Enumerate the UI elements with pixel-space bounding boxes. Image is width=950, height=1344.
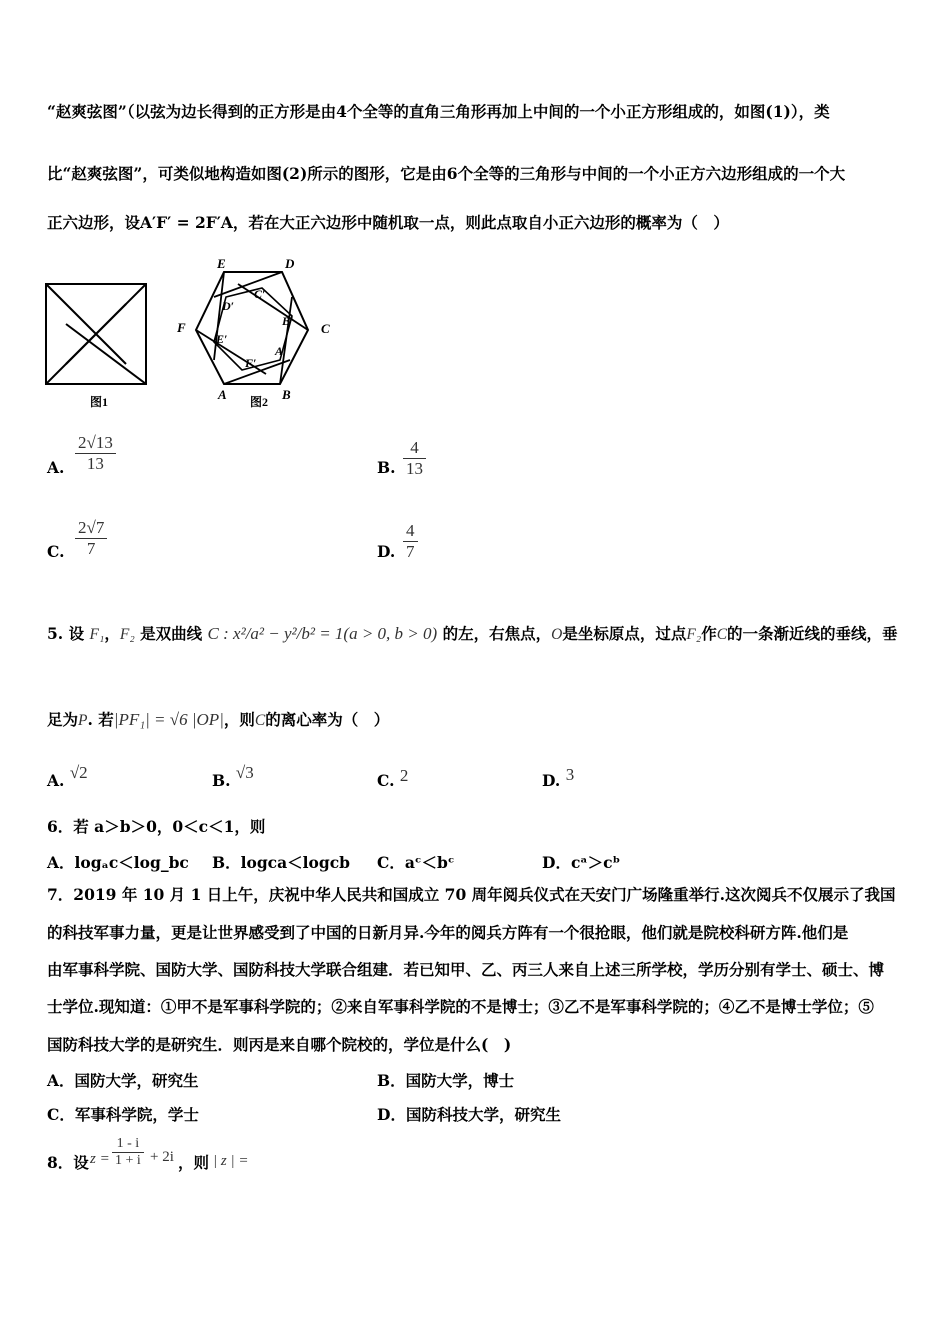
q5-text-f: 的一条渐近线的垂线，垂 [727,624,898,643]
q5-text-e: 作 [701,624,717,643]
q4-option-b-label[interactable]: B. [377,458,396,477]
q5-option-b-value: √3 [235,763,254,782]
q7-line-4: 士学位.现知道：①甲不是军事科学院的；②来自军事科学院的不是博士；③乙不是军事科学院的；④乙不是博士学位；⑤ [47,997,874,1016]
q6-option-a-value: logₐc＜log_bc [74,853,189,872]
q6-option-a[interactable] [47,851,189,873]
q8-then: ，则 [178,1153,210,1172]
q7-option-c-label: C． [47,1105,75,1124]
label-A: A [218,387,227,402]
q4-option-d-den: 7 [406,542,415,561]
q8-abs-z: | z | = [213,1153,249,1169]
q5-line-1 [47,624,898,645]
q4-option-c-num: 2√7 [78,518,105,537]
fig1-line [46,304,126,384]
figure-1-zhao-shuang-diagram [40,278,155,413]
q8-denominator: 1 + i [115,1153,141,1168]
q5-point-p: P [78,712,88,729]
q5-text-g: 足为 [47,710,79,729]
q5-f1: F₁ [89,626,105,643]
q4-option-a-num: 2√13 [78,433,113,452]
q5-text-b: 是双曲线 [140,624,203,643]
q5-lead: 5. 设 [47,624,85,643]
q5-curve-c: C [716,626,728,643]
q5-line-2 [47,710,389,731]
q8-z: z = [90,1151,110,1167]
q7-option-d[interactable] [377,1103,561,1125]
label-A-prime: A′ [275,344,287,358]
figure-2-hexagon-diagram [170,252,345,412]
label-F: F [177,320,186,335]
q7-option-a-label: A． [47,1071,75,1090]
q7-option-b-value: 国防大学，博士 [405,1071,515,1090]
q5-f2-point: F₂ [686,626,702,643]
q5-option-a-label: A. [47,771,65,790]
fig1-line [46,284,126,364]
q7-line-2: 的科技军事力量，更是让世界感受到了中国的日新月异.今年的阅兵方阵有一个很抢眼，他们就是院校科研方阵.他们是 [47,923,849,942]
q7-option-a-value: 国防大学，研究生 [74,1071,199,1090]
q7-option-d-value: 国防科技大学，研究生 [405,1105,561,1124]
q7-option-b[interactable] [377,1069,514,1091]
q6-option-b[interactable] [212,851,350,873]
q5-text-i: ，则 [223,710,255,729]
label-D: D [285,256,295,271]
q6-option-b-label: B． [212,853,241,872]
q4-line-3: 正六边形，设A′F′ = 2F′A，若在大正六边形中随机取一点，则此点取自小正六边形的概率为（ ） [47,213,729,232]
label-F-prime: F′ [245,356,257,370]
q4-line-2: 比“赵爽弦图”，可类似地构造如图(2)所示的图形，它是由6个全等的三角形与中间的一个小正方六边形组成的一个大 [47,164,846,183]
label-C-prime: C′ [254,287,266,301]
q5-text-d: 是坐标原点，过点 [562,624,687,643]
q5-option-a-value: √2 [69,763,88,782]
q4-option-c-label[interactable]: C. [47,542,65,561]
q5-option-d-label: D. [542,771,561,790]
q4-option-b-fraction [403,438,426,479]
q6-option-d[interactable] [542,851,620,873]
q5-curve-c2: C [254,712,266,729]
q5-origin: O [551,626,563,643]
label-E-prime: E′ [216,332,228,346]
label-B-prime: B′ [282,314,294,328]
fig2-caption: 图2 [250,395,269,409]
q5-text-j: 的离心率为（ ） [265,710,390,729]
q6-option-c[interactable] [377,851,454,873]
q8-lead: 8．设 [47,1153,89,1172]
q5-option-c[interactable] [377,766,409,791]
q7-option-d-label: D． [377,1105,406,1124]
q5-option-c-value: 2 [399,766,409,785]
q5-text-h: . 若 [87,710,114,729]
q6-option-d-value: cᵃ＞cᵇ [570,853,621,872]
q8-tail: + 2i [150,1149,174,1165]
label-E: E [217,256,226,271]
q7-option-b-label: B． [377,1071,406,1090]
label-D-prime: D′ [222,299,235,313]
q6-option-b-value: logca＜logcb [240,853,350,872]
q6-option-c-value: aᶜ＜bᶜ [404,853,455,872]
q4-option-c-fraction [75,518,107,559]
q8-fraction [112,1136,144,1169]
q7-line-5: 国防科技大学的是研究生．则丙是来自哪个院校的，学位是什么( ) [47,1035,512,1054]
q4-option-b-den: 13 [406,459,423,478]
q6-option-d-label: D． [542,853,571,872]
q5-option-d[interactable] [542,765,575,791]
q6-option-c-label: C． [377,853,405,872]
q4-option-d-label[interactable]: D. [377,542,396,561]
q6-option-a-label: A． [47,853,75,872]
q4-option-b-num: 4 [410,438,419,457]
q5-f2: F₂ [119,626,135,643]
q5-condition: |PF₁| = √6 |OP| [113,710,224,729]
q7-line-1: 7．2019 年 10 月 1 日上午，庆祝中华人民共和国成立 70 周年阅兵仪式在天安门广场隆重举行.这次阅兵不仅展示了我国 [47,885,896,904]
q4-line-1: “赵爽弦图”（以弦为边长得到的正方形是由4个全等的直角三角形再加上中间的一个小正方形组成的，如图(1)），类 [47,102,830,121]
fig1-caption: 图1 [90,395,109,409]
q7-option-c-value: 军事科学院，学士 [74,1105,199,1124]
q4-option-d-num: 4 [406,521,415,540]
q7-line-3: 由军事科学院、国防大学、国防科技大学联合组建．若已知甲、乙、丙三人来自上述三所学校，学历分别有学士、硕士、博 [47,960,885,979]
q5-option-d-value: 3 [565,765,575,784]
q5-hyperbola-equation: C : x²/a² − y²/b² = 1(a > 0, b > 0) [207,624,438,643]
q7-option-c[interactable] [47,1103,199,1125]
q4-option-d-fraction [403,521,418,562]
q4-option-a-den: 13 [86,454,104,473]
q5-option-b[interactable] [212,763,254,791]
q7-option-a[interactable] [47,1069,199,1091]
label-B: B [282,387,291,402]
q4-option-a-fraction [75,433,116,474]
fig1-line [66,324,146,384]
q8-numerator: 1 - i [116,1136,140,1151]
q5-comma: ， [104,624,120,643]
label-C: C [321,321,330,336]
q4-option-c-den: 7 [86,539,96,558]
q5-option-c-label: C. [377,771,395,790]
q5-text-c: 的左，右焦点， [442,624,552,643]
q4-option-a-label[interactable]: A. [47,458,65,477]
q5-option-a[interactable] [47,763,88,791]
q5-option-b-label: B. [212,771,231,790]
q6-stem: 6．若 a＞b＞0，0＜c＜1，则 [47,817,266,836]
